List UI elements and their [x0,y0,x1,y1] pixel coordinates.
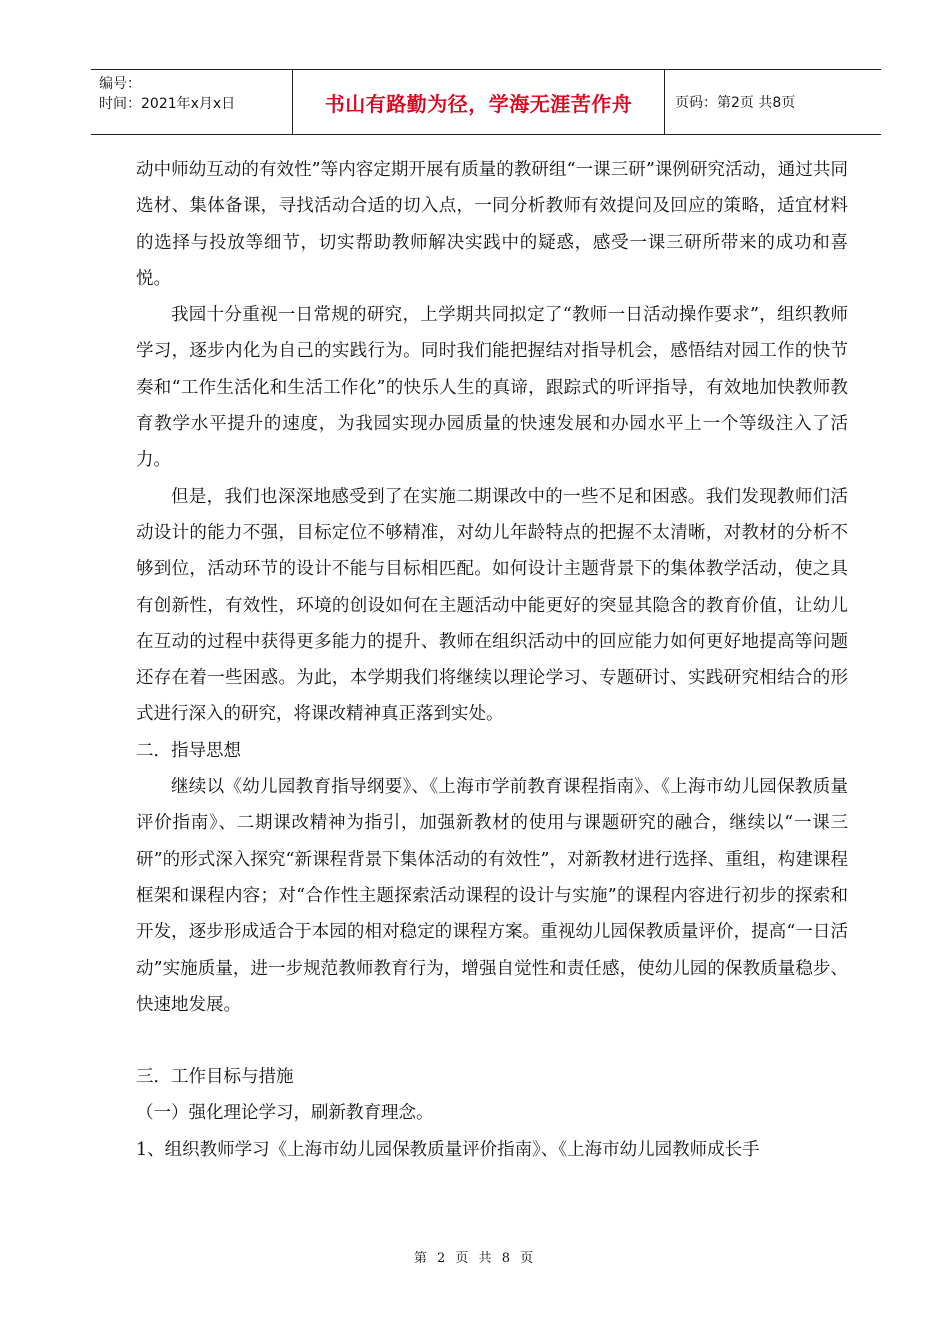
subsection-heading: （一）强化理论学习，刷新教育理念。 [136,1103,434,1124]
header-motto: 书山有路勤为径，学海无涯苦作舟 [293,70,665,134]
document-header [91,69,881,135]
header-meta [91,70,293,134]
paragraph: 1、组织教师学习《上海市幼儿园保教质量评价指南》、《上海市幼儿园教师成长手 [136,1139,760,1160]
section-heading: 三．工作目标与措施 [136,1067,294,1088]
paragraph: 我园十分重视一日常规的研究，上学期共同拟定了“教师一日活动操作要求”，组织教师学习，逐步内化为自己的实践行为。同时我们能把握结对指导机会，感悟结对园工作的快节奏和“工作生活化和生活工作化”的快乐人生的真谛，跟踪式的听评指导，有效地加快教师教育教学水平提升的速度，为我园实现办园质量的快速发展和办园水平上一个等级注入了活力。 [136,305,848,471]
paragraph: 动中师幼互动的有效性”等内容定期开展有质量的教研组“一课三研”课例研究活动，通过共同选材、集体备课，寻找活动合适的切入点，一同分析教师有效提问及回应的策略，适宜材料的选择与投放等细节，切实帮助教师解决实践中的疑惑，感受一课三研所带来的成功和喜悦。 [136,160,848,289]
header-page-label: 页码：第2页 共8页 [675,95,796,111]
paragraph: 但是，我们也深深地感受到了在实施二期课改中的一些不足和困惑。我们发现教师们活动设计的能力不强，目标定位不够精准，对幼儿年龄特点的把握不太清晰，对教材的分析不够到位，活动环节的设计不能与目标相匹配。如何设计主题背景下的集体教学活动，使之具有创新性，有效性，环境的创设如何在主题活动中能更好的突显其隐含的教育价值，让幼儿在互动的过程中获得更多能力的提升、教师在组织活动中的回应能力如何更好地提高等问题还存在着一些困惑。为此，本学期我们将继续以理论学习、专题研讨、实践研究相结合的形式进行深入的研究，将课改精神真正落到实处。 [136,486,848,725]
blank-line [136,1023,848,1059]
page-footer: 第 2 页 共 8 页 [413,1251,537,1266]
section-heading: 二．指导思想 [136,740,241,761]
header-time-label: 时间：2021年x月x日 [99,96,236,112]
paragraph: 继续以《幼儿园教育指导纲要》、《上海市学前教育课程指南》、《上海市幼儿园保教质量评价指南》、二期课改精神为指引，加强新教材的使用与课题研究的融合，继续以“一课三研”的形式深入探究“新课程背景下集体活动的有效性”，对新教材进行选择、重组，构建课程框架和课程内容；对“合作性主题探索活动课程的设计与实施”的课程内容进行初步的探索和开发，逐步形成适合于本园的相对稳定的课程方案。重视幼儿园保教质量评价，提高“一日活动”实施质量，进一步规范教师教育行为，增强自觉性和责任感，使幼儿园的保教质量稳步、快速地发展。 [136,777,848,1015]
header-id-label: 编号： [99,76,141,92]
document-body [136,152,848,1168]
